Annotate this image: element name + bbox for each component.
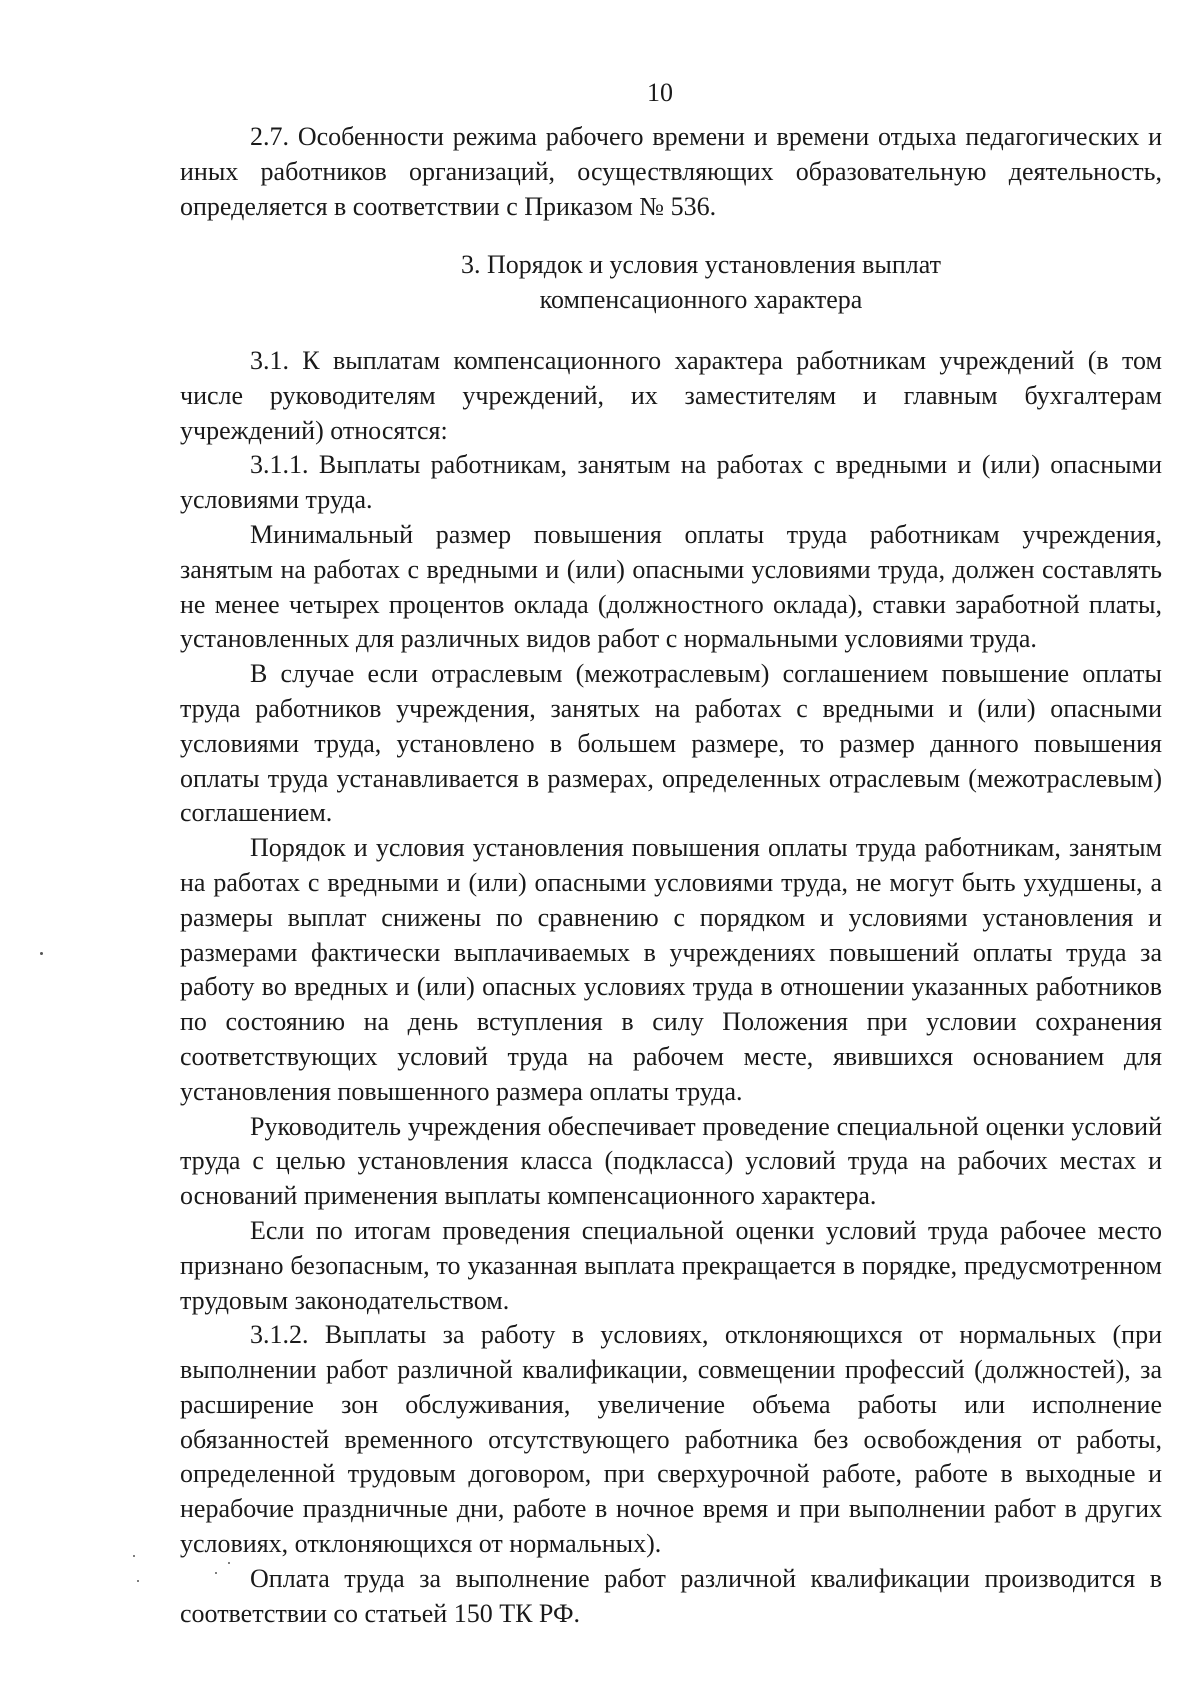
scan-speck <box>215 1572 217 1574</box>
paragraph-2-7: 2.7. Особенности режима рабочего времени и времени отдыха педагогических и иных работников организаций, осуществляющих образовательную деятельность, определяется в соответствии с Приказом № 536. <box>180 122 1162 221</box>
paragraph-qualification-pay: Оплата труда за выполнение работ различной квалификации производится в соответствии со статьей 150 ТК РФ. <box>180 1563 1162 1628</box>
section-heading-line-2: компенсационного характера <box>539 285 863 315</box>
page-number: 10 <box>647 78 673 107</box>
paragraph-minimal-size: Минимальный размер повышения оплаты труда работникам учреждения, занятым на работах с вредными и (или) опасными условиями труда, должен составлять не менее четырех процентов оклада (должностного оклада), ставки заработной платы, установленных для различных видов работ с нормальными условиями труда. <box>180 519 1162 654</box>
paragraph-industry-agreement: В случае если отраслевым (межотраслевым) соглашением повышение оплаты труда работников учреждения, занятых на работах с вредными и (или) опасными условиями труда, установлено в большем размере, то размер данного повышения оплаты труда устанавливается в размерах, определенных отраслевым (межотраслевым) соглашением. <box>180 659 1162 828</box>
section-heading-line-1: 3. Порядок и условия установления выплат <box>461 250 941 280</box>
scan-speck <box>133 1555 135 1557</box>
paragraph-3-1-1: 3.1.1. Выплаты работникам, занятым на работах с вредными и (или) опасными условиями труда. <box>180 450 1162 515</box>
paragraph-head-of-institution: Руководитель учреждения обеспечивает проведение специальной оценки условий труда с целью установления класса (подкласса) условий труда на рабочих местах и оснований применения выплаты компенсационного характера. <box>180 1111 1162 1211</box>
paragraph-procedure: Порядок и условия установления повышения оплаты труда работникам, занятым на работах с вредными и (или) опасными условиями труда, не могут быть ухудшены, а размеры выплат снижены по сравнению с порядком и условиями установления и размерами фактически выплачиваемых в учреждениях повышений оплаты труда за работу во вредных и (или) опасных условиях труда в отношении указанных работников по состоянию на день вступления в силу Положения при условии сохранения соответствующих условий труда на рабочем месте, явившихся основанием для установления повышенного размера оплаты труда. <box>180 833 1162 1106</box>
paragraph-3-1: 3.1. К выплатам компенсационного характера работникам учреждений (в том числе руководителям учреждений, их заместителям и главным бухгалтерам учреждений) относятся: <box>180 345 1162 445</box>
section-heading-3 <box>180 248 1162 318</box>
paragraph-3-1-2: 3.1.2. Выплаты за работу в условиях, отклоняющихся от нормальных (при выполнении работ различной квалификации, совмещении профессий (должностей), за расширение зон обслуживания, увеличение объема работы или исполнение обязанностей временного отсутствующего работника без освобождения от работы, определенной трудовым договором, при сверхурочной работе, работе в выходные и нерабочие праздничные дни, работе в ночное время и при выполнении работ в других условиях, отклоняющихся от нормальных). <box>180 1320 1162 1559</box>
scan-speck <box>40 952 43 955</box>
paragraph-safe-workplace: Если по итогам проведения специальной оценки условий труда рабочее место признано безопасным, то указанная выплата прекращается в порядке, предусмотренном трудовым законодательством. <box>180 1215 1162 1315</box>
scan-speck <box>228 1562 230 1564</box>
scan-speck <box>137 1580 139 1582</box>
document-body <box>180 120 1162 1631</box>
